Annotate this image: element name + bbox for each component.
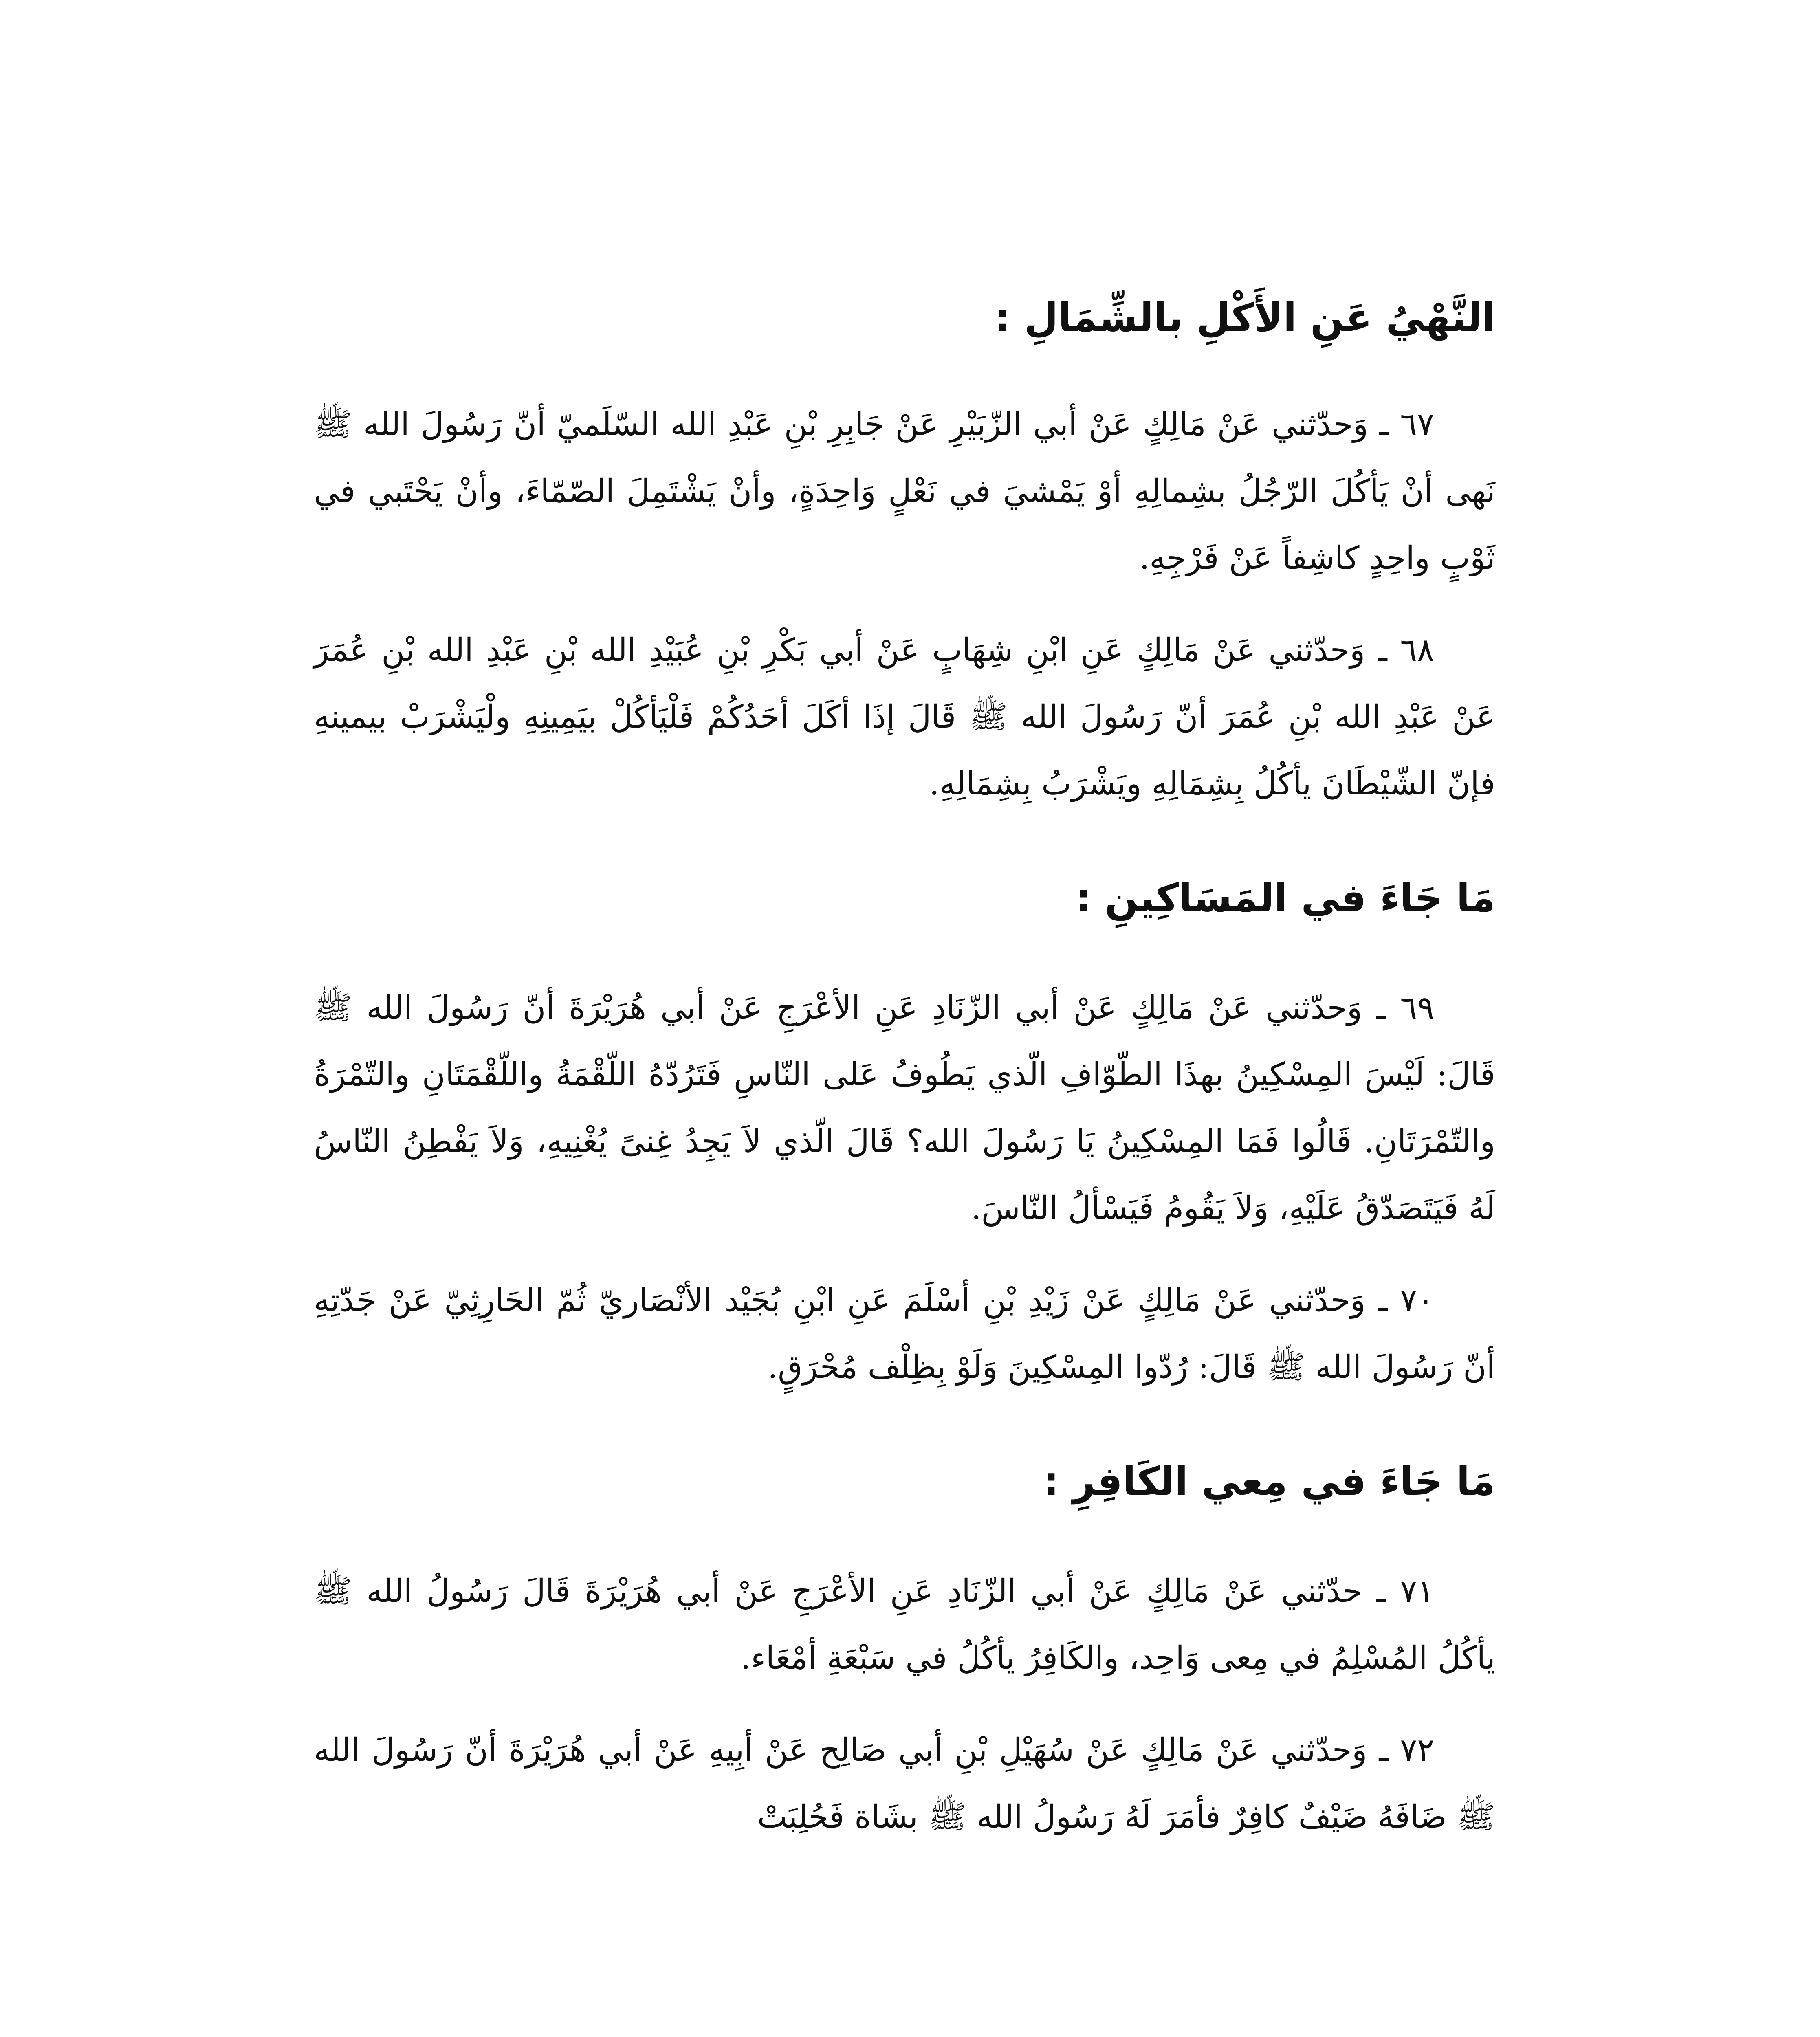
hadith-68: ٦٨ ـ وَحدّثني عَنْ مَالِكٍ عَنِ ابْنِ شِهَابٍ عَنْ أبي بَكْرِ بْنِ عُبَيْدِ الله بْنِ عَبْدِ الله بْنِ عُمَرَ عَنْ عَبْدِ الله بْنِ عُمَرَ أنّ رَسُولَ الله ﷺ قَالَ إذَا أكَلَ أحَدُكُمْ فَلْيَأكُلْ بيَمِينِهِ ولْيَشْرَبْ بيمينهِ فإنّ الشّيْطَانَ يأكُلُ بِشِمَالِهِ ويَشْرَبُ بِشِمَالِهِ. [314,632,1495,802]
section-heading-disbeliever-intestine: مَا جَاءَ في مِعي الكَافِرِ : [1043,1458,1495,1504]
hadith-67: ٦٧ ـ وَحدّثني عَنْ مَالِكٍ عَنْ أبي الزّبَيْرِ عَنْ جَابِرِ بْنِ عَبْدِ الله السّلَميّ أنّ رَسُولَ الله ﷺ نَهى أنْ يَأكُلَ الرّجُلُ بشِمالِهِ أوْ يَمْشيَ في نَعْلٍ وَاحِدَةٍ، وأنْ يَشْتَمِلَ الصّمّاءَ، وأنْ يَحْتَبي في ثَوْبٍ واحِدٍ كاشِفاً عَنْ فَرْجِهِ. [314,406,1495,576]
page-content [314,261,1495,1850]
hadith-71: ٧١ ـ حدّثني عَنْ مَالِكٍ عَنْ أبي الزّنَادِ عَنِ الأعْرَجِ عَنْ أبي هُرَيْرَةَ قَالَ رَسُولُ الله ﷺ يأكُلُ المُسْلِمُ في مِعى وَاحِد، والكَافِرُ يأكُلُ في سَبْعَةِ أمْعَاء. [314,1573,1495,1676]
hadith-69: ٦٩ ـ وَحدّثني عَنْ مَالِكٍ عَنْ أبي الزّنَادِ عَنِ الأعْرَجِ عَنْ أبي هُرَيْرَةَ أنّ رَسُولَ الله ﷺ قَالَ: لَيْسَ المِسْكِينُ بهذَا الطّوّافِ الّذي يَطُوفُ عَلى النّاسِ فَتَرُدّهُ اللّقْمَةُ واللّقْمَتَانِ والتّمْرَةُ والتّمْرَتَانِ. قَالُوا فَمَا المِسْكِينُ يَا رَسُولَ الله؟ قَالَ الّذي لاَ يَجِدُ غِنىً يُغْنِيهِ، وَلاَ يَفْطِنُ النّاسُ لَهُ فَيَتَصَدّقُ عَلَيْهِ، وَلاَ يَقُومُ فَيَسْألُ النّاسَ. [314,990,1495,1227]
hadith-70: ٧٠ ـ وَحدّثني عَنْ مَالِكٍ عَنْ زَيْدِ بْنِ أسْلَمَ عَنِ ابْنِ بُجَيْد الأنْصَاريّ ثُمّ الحَارِثِيّ عَنْ جَدّتِهِ أنّ رَسُولَ الله ﷺ قَالَ: رُدّوا المِسْكِينَ وَلَوْ بِظِلْف مُحْرَقٍ. [314,1282,1495,1386]
section-heading-left-hand-eating: النَّهْيُ عَنِ الأَكْلِ بالشِّمَالِ : [995,295,1495,341]
section-heading-the-poor: مَا جَاءَ في المَسَاكِينِ : [1075,875,1495,921]
hadith-72: ٧٢ ـ وَحدّثني عَنْ مَالِكٍ عَنْ سُهَيْلِ بْنِ أبي صَالِح عَنْ أبِيهِ عَنْ أبي هُرَيْرَةَ أنّ رَسُولَ الله ﷺ ضَافَهُ ضَيْفٌ كافِرٌ فأمَرَ لَهُ رَسُولُ الله ﷺ بشَاة فَحُلِبَتْ [314,1732,1495,1835]
